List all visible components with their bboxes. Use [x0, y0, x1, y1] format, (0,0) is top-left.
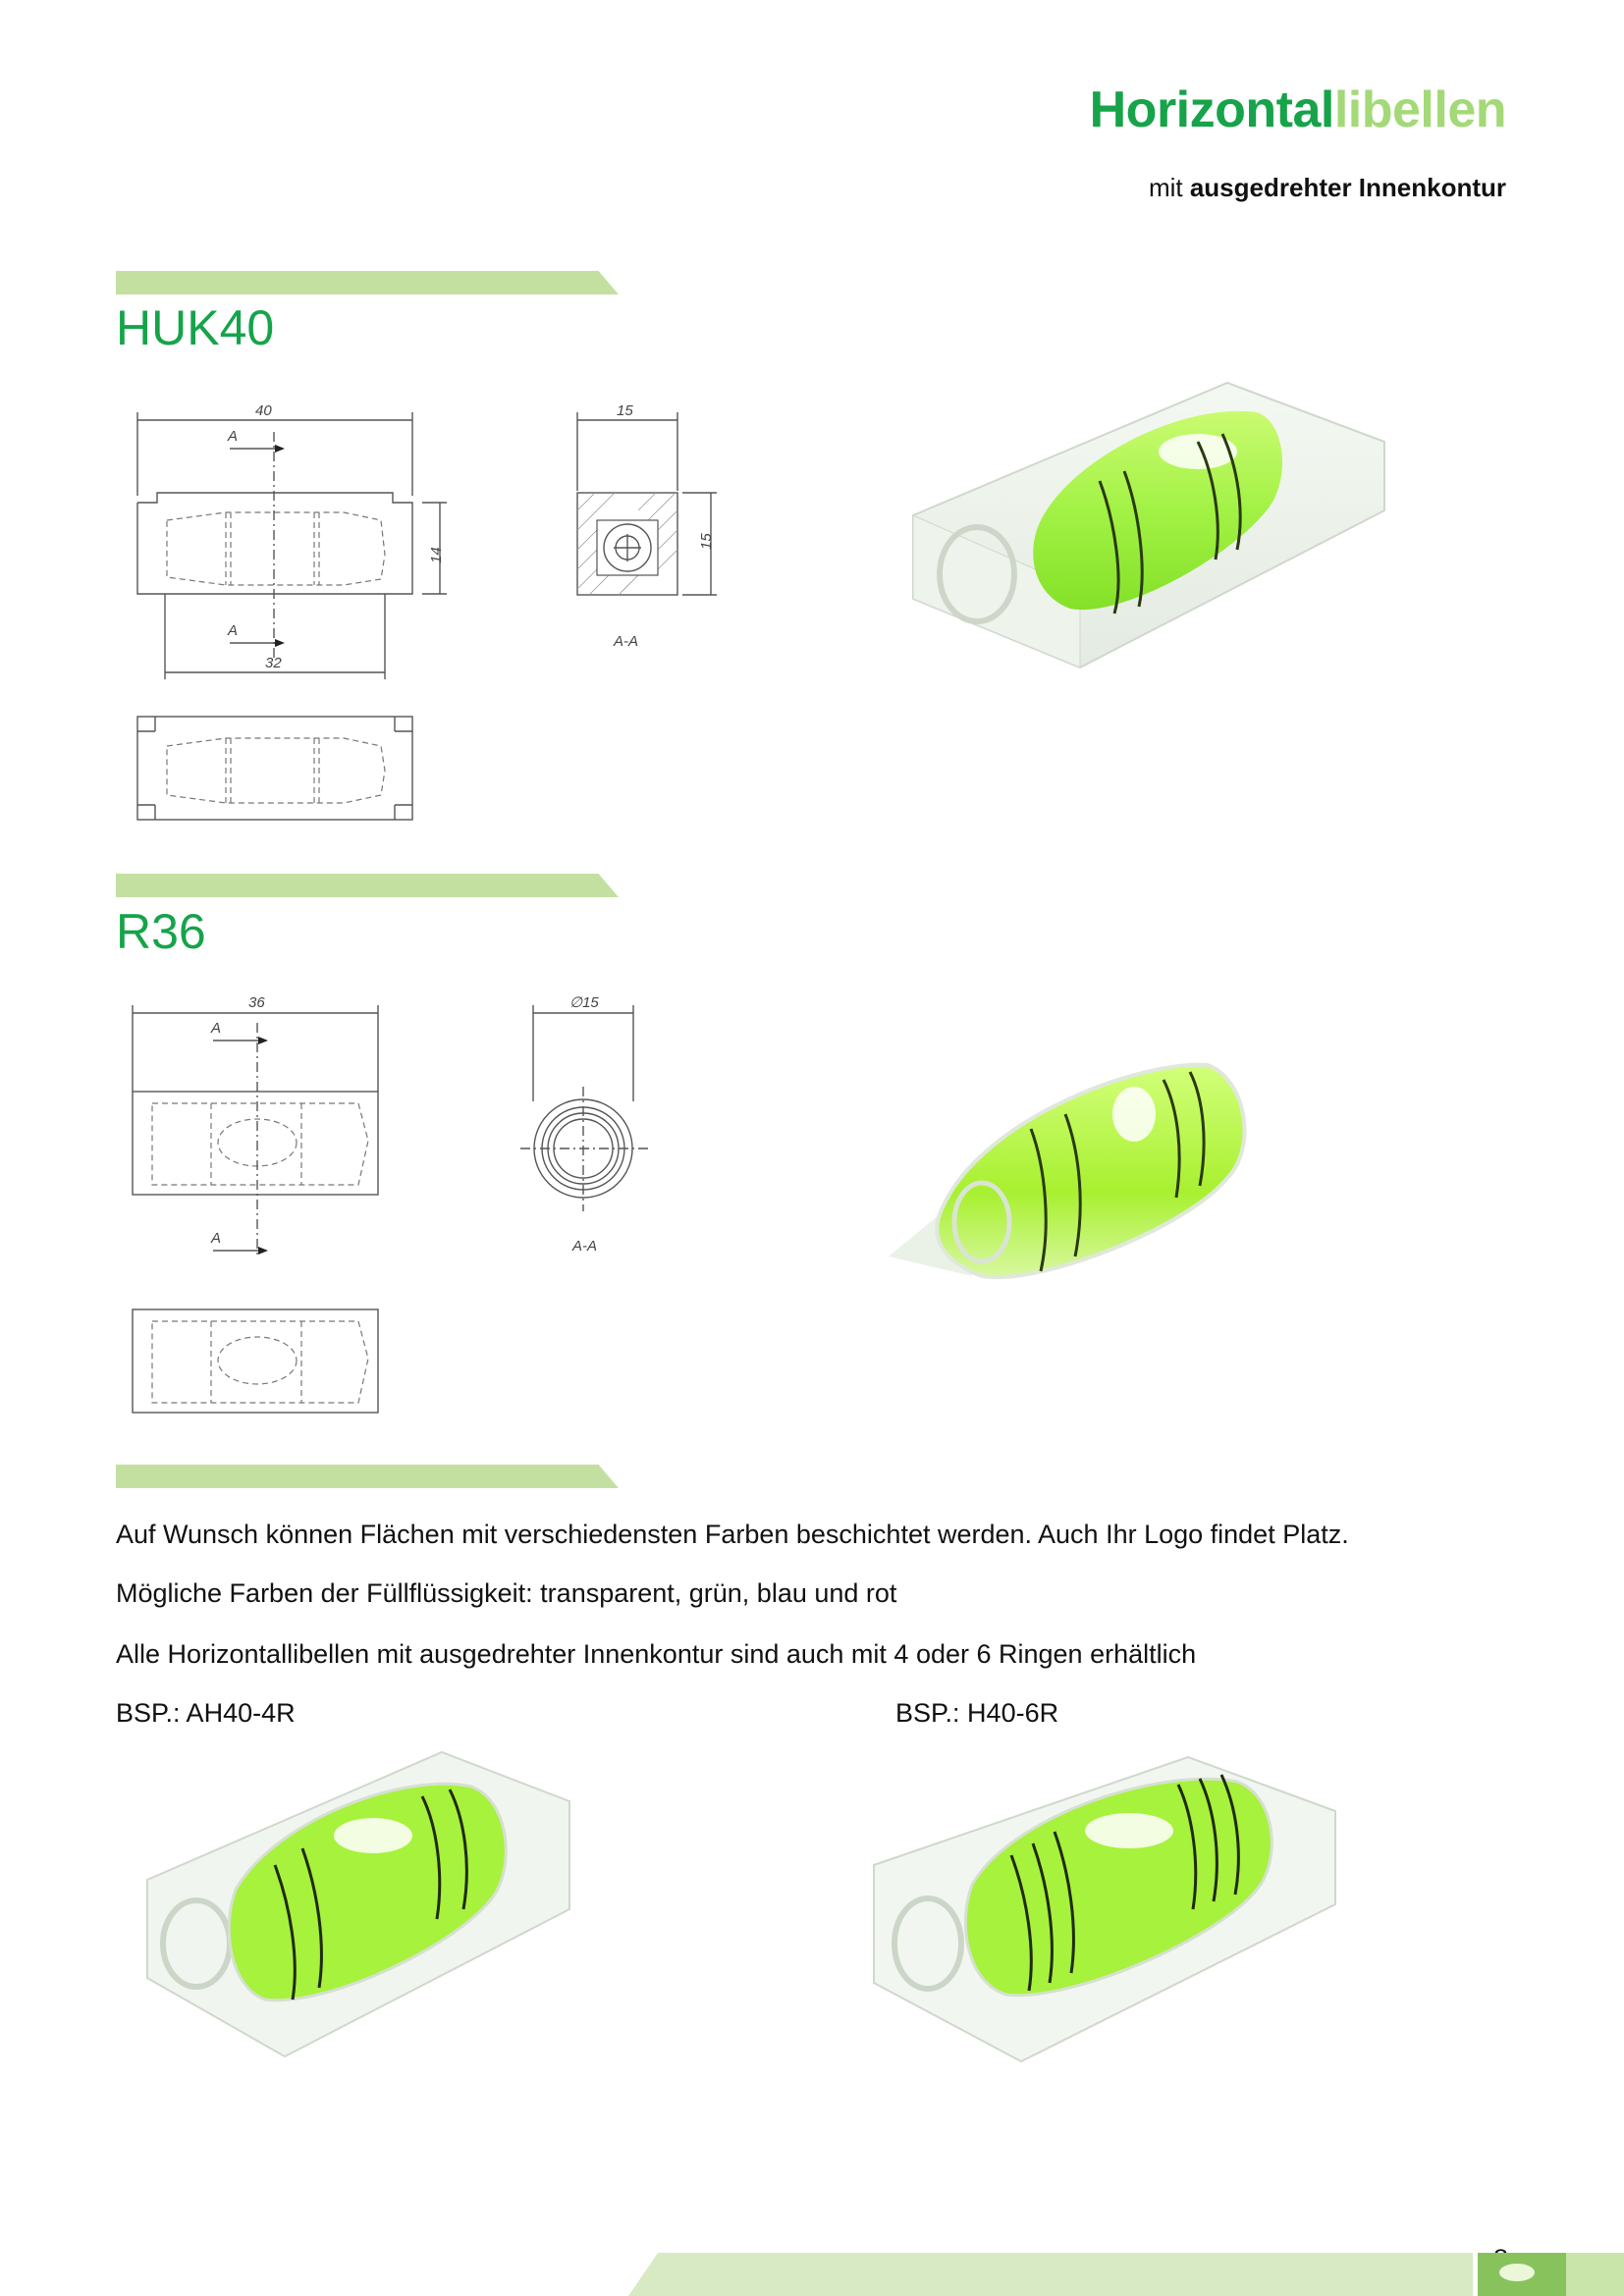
dim-height-14: 14 [428, 547, 445, 563]
title-part-2: libellen [1333, 81, 1506, 138]
r36-section-marker-top: A [211, 1020, 222, 1037]
section-marker-bottom: A [228, 622, 239, 639]
page-title [1090, 80, 1506, 139]
page-subtitle [1149, 173, 1506, 203]
dim-length-36: 36 [248, 994, 265, 1011]
bottom-view-outline [137, 717, 412, 820]
huk40-product-image [903, 344, 1414, 756]
example-label-left: BSP.: AH40-4R [116, 1698, 296, 1728]
r36-product-image [884, 1041, 1296, 1315]
dim-length-40: 40 [255, 402, 272, 419]
title-part-1: Horizontal [1089, 81, 1334, 138]
section-band-huk40 [116, 271, 619, 294]
r36-section-label-aa: A-A [572, 1238, 598, 1255]
subtitle-bold: ausgedrehter Innenkontur [1189, 173, 1506, 202]
info-line-2: Mögliche Farben der Füllflüssigkeit: transparent, grün, blau und rot [116, 1578, 897, 1608]
section-heading-r36: R36 [116, 904, 206, 959]
section-band-info [116, 1465, 619, 1488]
section-label-aa: A-A [614, 633, 639, 650]
footer-band [628, 2253, 1624, 2296]
dim-inner-32: 32 [265, 655, 282, 671]
huk40-technical-drawing [128, 393, 756, 834]
r36-front-outline [133, 1092, 378, 1195]
dim-side-width-15: 15 [617, 402, 633, 419]
section-marker-top: A [228, 428, 239, 445]
section-heading-huk40: HUK40 [116, 300, 275, 355]
h40-6r-product-image [864, 1737, 1355, 2091]
r36-technical-drawing [123, 993, 673, 1425]
dim-diameter-15: ∅15 [569, 994, 599, 1011]
info-line-3: Alle Horizontallibellen mit ausgedrehter Innenkontur sind auch mit 4 oder 6 Ringen erhältlich [116, 1639, 1197, 1669]
info-line-1: Auf Wunsch können Flächen mit verschiedensten Farben beschichtet werden. Auch Ihr Logo findet Platz. [116, 1520, 1349, 1549]
r36-bottom-outline [133, 1309, 378, 1413]
r36-section-marker-bottom: A [211, 1230, 222, 1247]
section-band-r36 [116, 874, 619, 897]
ah40-4r-product-image [137, 1742, 599, 2096]
front-view-outline [137, 493, 412, 594]
subtitle-prefix: mit [1148, 173, 1190, 202]
dim-side-height-15: 15 [698, 533, 715, 550]
example-label-right: BSP.: H40-6R [895, 1698, 1059, 1728]
